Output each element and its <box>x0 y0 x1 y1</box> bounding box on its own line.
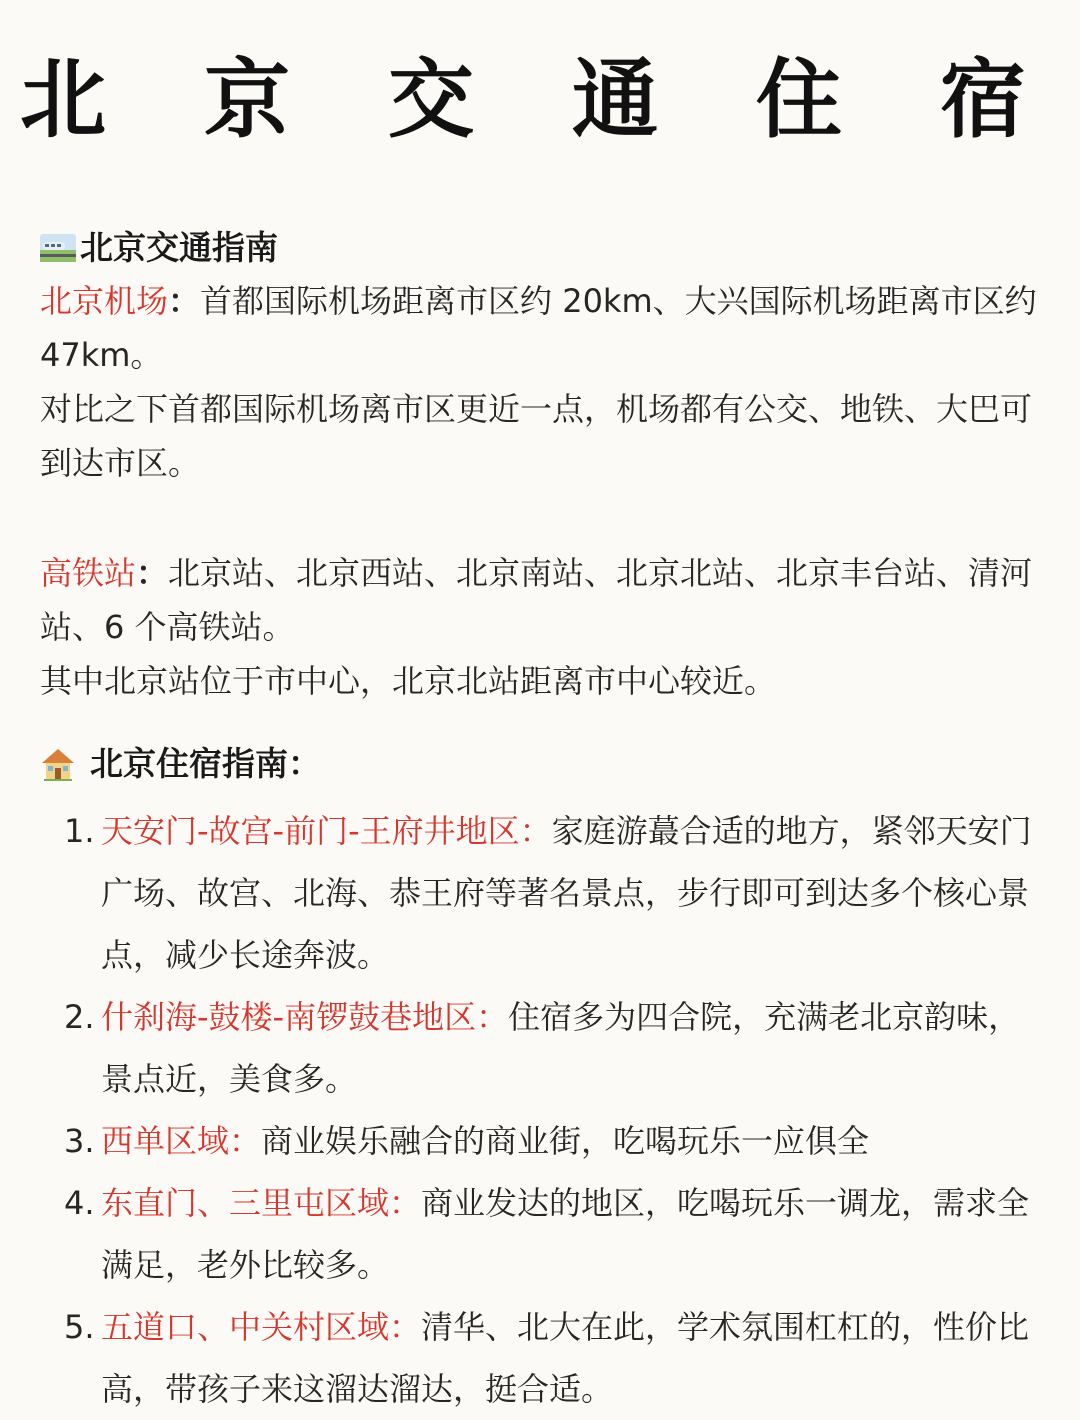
list-item-text: 家庭游蕞合适的地方，紧邻天安门广场、故宫、北海、恭王府等著名景点，步行即可到达多个核心景点，减少长途奔波。 <box>101 812 1032 974</box>
list-item <box>64 986 1044 1110</box>
rail-note: 其中北京站位于市中心，北京北站距离市中心较近。 <box>40 662 777 700</box>
house-emoji-icon <box>40 746 76 782</box>
list-item-label: 什刹海-鼓楼-南锣鼓巷地区： <box>101 998 509 1036</box>
airport-label: 北京机场 <box>40 282 169 320</box>
rail-text: 北京站、北京西站、北京南站、北京北站、北京丰台站、清河站、6 个高铁站。 <box>40 554 1033 646</box>
rail-label: 高铁站 <box>40 554 137 592</box>
transport-heading <box>40 226 278 270</box>
airport-paragraph <box>40 274 1040 382</box>
rail-paragraph <box>40 546 1040 654</box>
airport-comparison: 对比之下首都国际机场离市区更近一点，机场都有公交、地铁、大巴可到达市区。 <box>40 390 1033 482</box>
list-item <box>64 800 1044 986</box>
airport-colon: ： <box>168 282 201 320</box>
transport-heading-text: 北京交通指南 <box>80 228 278 267</box>
lodging-heading <box>40 742 321 786</box>
airport-text: 首都国际机场距离市区约 20km、大兴国际机场距离市区约 47km。 <box>40 282 1037 374</box>
lodging-list <box>64 800 1044 1420</box>
list-item-text: 清华、北大在此，学术氛围杠杠的，性价比高，带孩子来这溜达溜达，挺合适。 <box>101 1308 1030 1408</box>
page-title: 北 京 交 通 住 宿 <box>20 49 1060 150</box>
lodging-heading-text: 北京住宿指南： <box>90 744 321 783</box>
list-item-text: 商业发达的地区，吃喝玩乐一调龙，需求全满足，老外比较多。 <box>101 1184 1030 1284</box>
list-item-number: 5. <box>64 1308 95 1346</box>
list-item <box>64 1296 1044 1420</box>
list-item-label: 五道口、中关村区域： <box>101 1308 422 1346</box>
list-item <box>64 1110 1044 1172</box>
list-item-label: 西单区域： <box>101 1122 262 1160</box>
list-item-label: 东直门、三里屯区域： <box>101 1184 422 1222</box>
list-item-number: 1. <box>64 812 95 850</box>
list-item <box>64 1172 1044 1296</box>
list-item-number: 3. <box>64 1122 95 1160</box>
list-item-label: 天安门-故宫-前门-王府井地区： <box>101 812 552 850</box>
rail-colon: ： <box>136 554 169 592</box>
list-item-number: 4. <box>64 1184 95 1222</box>
railway-emoji-icon <box>40 230 76 266</box>
list-item-text: 住宿多为四合院，充满老北京韵味，景点近，美食多。 <box>101 998 1021 1098</box>
list-item-number: 2. <box>64 998 95 1036</box>
list-item-text: 商业娱乐融合的商业街，吃喝玩乐一应俱全 <box>261 1122 870 1160</box>
